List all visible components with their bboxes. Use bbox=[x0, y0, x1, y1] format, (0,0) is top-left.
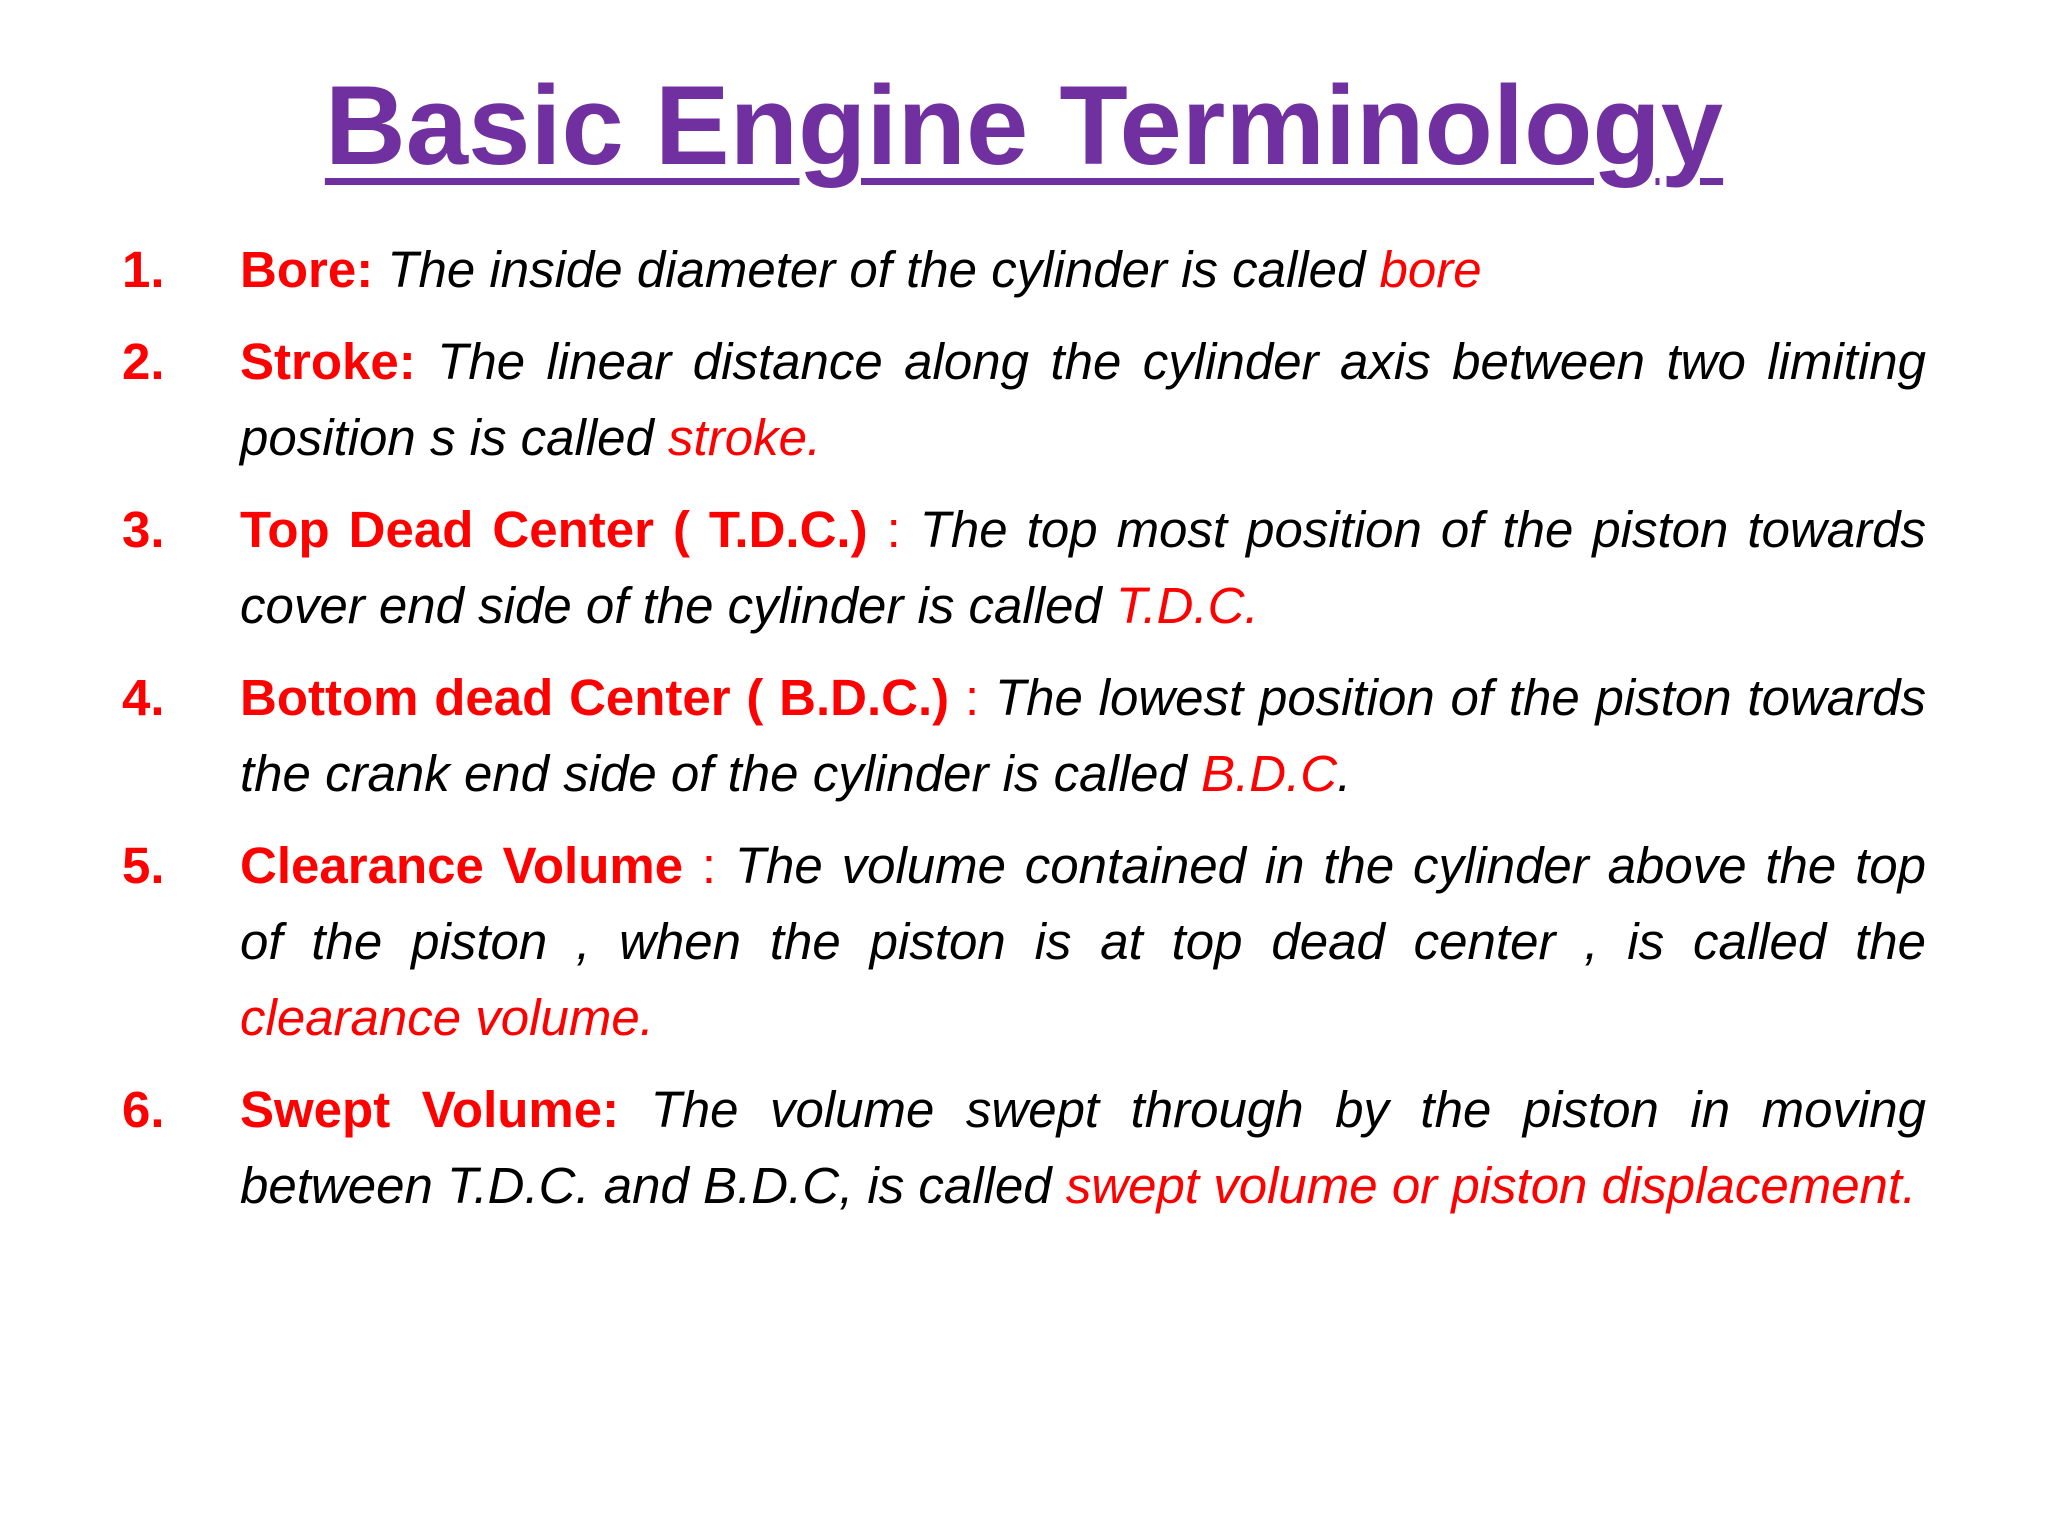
term-definition: The linear distance along the cylinder axis between two limiting position s is called bbox=[240, 333, 1926, 466]
term-number: 3. bbox=[122, 501, 165, 558]
term-number: 6. bbox=[122, 1081, 165, 1138]
term-item-swept-volume bbox=[122, 1072, 1926, 1224]
term-separator: : bbox=[683, 837, 735, 894]
term-definition: The volume swept through by the piston in moving between T.D.C. and B.D.C, is called bbox=[240, 1081, 1926, 1214]
term-number: 4. bbox=[122, 669, 165, 726]
term-list bbox=[122, 232, 1926, 1240]
term-item-bore bbox=[122, 232, 1926, 308]
term-separator: : bbox=[949, 669, 995, 726]
term-highlight: T.D.C. bbox=[1115, 577, 1259, 634]
term-definition: The volume contained in the cylinder above the top of the piston , when the piston is at top dead center , is called the bbox=[240, 837, 1926, 970]
term-number: 2. bbox=[122, 333, 165, 390]
term-label: Swept Volume: bbox=[240, 1081, 620, 1138]
term-definition: The lowest position of the piston towards the crank end side of the cylinder is called bbox=[240, 669, 1927, 802]
term-label: Clearance Volume bbox=[240, 837, 684, 894]
term-number: 1. bbox=[122, 241, 165, 298]
term-item-clearance-volume bbox=[122, 828, 1926, 1056]
term-end: . bbox=[1337, 745, 1352, 802]
term-label: Bottom dead Center ( B.D.C.) bbox=[240, 669, 950, 726]
term-highlight: swept volume or piston displacement. bbox=[1065, 1157, 1917, 1214]
term-highlight: bore bbox=[1379, 241, 1482, 298]
term-definition: The top most position of the piston towards cover end side of the cylinder is called bbox=[240, 501, 1926, 634]
term-number: 5. bbox=[122, 837, 165, 894]
term-item-stroke bbox=[122, 324, 1926, 476]
term-item-bdc bbox=[122, 660, 1926, 812]
term-label: Stroke: bbox=[240, 333, 416, 390]
term-definition: The inside diameter of the cylinder is called bbox=[387, 241, 1380, 298]
term-separator: : bbox=[867, 501, 920, 558]
term-highlight: B.D.C bbox=[1201, 745, 1338, 802]
term-highlight: clearance volume. bbox=[240, 989, 654, 1046]
slide-title bbox=[0, 58, 2048, 194]
term-label: Top Dead Center ( T.D.C.) bbox=[240, 501, 868, 558]
term-item-tdc bbox=[122, 492, 1926, 644]
slide-title-text: Basic Engine Terminology bbox=[324, 63, 1724, 188]
term-highlight: stroke. bbox=[668, 409, 822, 466]
term-label: Bore: bbox=[240, 241, 374, 298]
